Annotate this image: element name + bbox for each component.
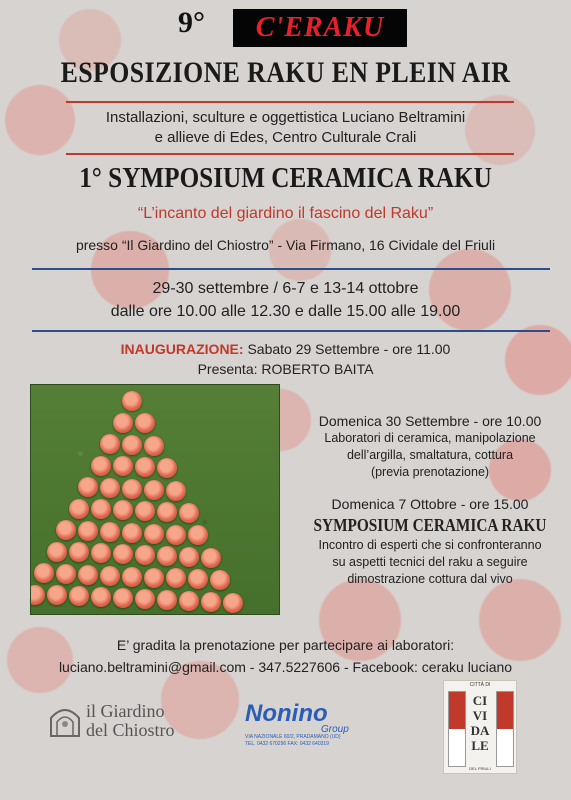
raku-bowl [47,542,67,562]
booking-line-1: E’ gradita la prenotazione per partecipare ai laboratori: [116,637,455,653]
cividale-flag-right [496,691,514,767]
nonino-phone-line: TEL. 0432 670296 FAX: 0432 640319 [245,741,329,747]
event-symposium-heading: Domenica 7 Ottobre - ore 15.00 [331,496,529,512]
event-workshop-line: dell’argilla, smaltatura, cottura [346,448,514,462]
ceraku-logo [233,9,407,47]
raku-bowl [69,542,89,562]
booking-info [0,634,571,678]
giardino-name [86,702,175,740]
raku-bowl [113,413,133,433]
raku-bowl [210,570,230,590]
raku-bowl [179,503,199,523]
description-line-2: e allieve di Edes, Centro Culturale Crali [154,129,417,146]
event-workshop-heading: Domenica 30 Settembre - ore 10.00 [318,413,542,429]
symposium-title: 1° SYMPOSIUM CERAMICA RAKU [79,163,492,194]
raku-bowl [157,458,177,478]
inauguration-when: Sabato 29 Settembre - ore 11.00 [247,341,451,357]
divider-red-bottom [66,153,514,155]
cividale-name-part: DA [470,723,490,738]
raku-bowl [135,457,155,477]
raku-bowl [135,501,155,521]
venue-address: presso “Il Giardino del Chiostro” - Via Firmano, 16 Cividale del Friuli [75,237,496,253]
raku-bowl [135,413,155,433]
schedule-dates: 29-30 settembre / 6-7 e 13-14 ottobre [152,280,419,297]
raku-bowl [56,520,76,540]
symposium-quote: “L’incanto del giardino il fascino del Raku” [137,205,434,222]
raku-bowl [56,564,76,584]
raku-bowl [100,478,120,498]
raku-bowl [223,593,243,613]
raku-bowl [122,479,142,499]
raku-bowl [113,456,133,476]
raku-bowl [144,568,164,588]
raku-bowl [179,591,199,611]
event-workshop-line: Laboratori di ceramica, manipolazione [324,431,536,445]
raku-bowl [135,589,155,609]
events-list [290,412,570,588]
logo-text: C'ERAKU [255,12,385,43]
cividale-name-part: CI [472,693,488,708]
edition-number: 9° [178,6,205,39]
raku-bowl [34,563,54,583]
raku-bowl [100,522,120,542]
raku-bowl [100,434,120,454]
cividale-name-part: LE [471,738,489,753]
raku-bowl [201,592,221,612]
cividale-name-part: VI [472,708,488,723]
cloister-arch-icon [48,704,82,738]
raku-bowl [157,502,177,522]
raku-bowl [100,566,120,586]
raku-bowl [78,565,98,585]
raku-bowl [166,568,186,588]
raku-bowl [166,525,186,545]
raku-bowl [91,587,111,607]
raku-bowl [122,435,142,455]
event-workshop-line: (previa prenotazione) [370,465,490,479]
raku-bowl [91,543,111,563]
raku-bowl [91,456,111,476]
divider-blue-top [32,268,550,270]
booking-contacts: luciano.beltramini@gmail.com - 347.5227606 - Facebook: ceraku luciano [58,659,513,675]
raku-bowl [78,521,98,541]
description-line-1: Installazioni, sculture e oggettistica Luciano Beltramini [105,109,466,126]
raku-bowl [69,586,89,606]
raku-bowl [113,544,133,564]
event-symposium-line: su aspetti tecnici del raku a seguire [332,555,528,569]
raku-bowl [179,547,199,567]
raku-bowl [157,590,177,610]
event-symposium-subtitle: SYMPOSIUM CERAMICA RAKU [313,515,547,535]
schedule-hours: dalle ore 10.00 alle 12.30 e dalle 15.00 alle 19.00 [110,303,461,320]
raku-bowl [113,588,133,608]
giardino-line-2: del Chiostro [86,720,175,740]
cividale-name [466,693,494,753]
raku-bowl [135,545,155,565]
nonino-group-label: Group [321,724,349,735]
raku-bowl [122,391,142,411]
nonino-address-line: VIA NAZIONALE 60/2, PRADAMANO (UD) [245,734,341,740]
raku-bowl [113,500,133,520]
nonino-address [245,734,385,748]
raku-bowl [122,567,142,587]
raku-bowl [201,548,221,568]
raku-bowl [144,480,164,500]
raku-bowl [78,477,98,497]
raku-bowl [188,569,208,589]
giardino-line-1: il Giardino [86,701,165,721]
raku-bowl [157,546,177,566]
inauguration-label: INAUGURAZIONE: [120,341,244,357]
raku-bowl [30,585,45,605]
exhibition-description [0,108,571,148]
raku-bowl [144,524,164,544]
raku-bowls-photo [30,384,280,615]
giardino-chiostro-logo [48,700,198,744]
cividale-flag-left [448,691,466,767]
inauguration-line [0,341,571,357]
event-workshop [290,412,570,481]
nonino-name: Nonino [245,700,328,727]
raku-bowl [122,523,142,543]
cividale-top-label: CITTÀ DI [469,682,491,688]
divider-blue-bottom [32,330,550,332]
raku-bowl [91,499,111,519]
citta-di-cividale-logo [443,680,517,774]
raku-bowl [144,436,164,456]
presenter-line: Presenta: ROBERTO BAITA [197,361,374,377]
raku-bowl [69,499,89,519]
event-symposium-line: dimostrazione cottura dal vivo [347,572,513,586]
raku-bowl [166,481,186,501]
raku-bowl [188,525,208,545]
event-symposium-line: Incontro di esperti che si confronteranno [318,538,542,552]
event-symposium [290,495,570,588]
cividale-bottom-label: DEL FRIULI [469,766,491,771]
raku-bowl [47,585,67,605]
divider-red-top [66,101,514,103]
exhibition-title: ESPOSIZIONE RAKU EN PLEIN AIR [60,56,511,89]
nonino-group-logo [245,700,385,760]
